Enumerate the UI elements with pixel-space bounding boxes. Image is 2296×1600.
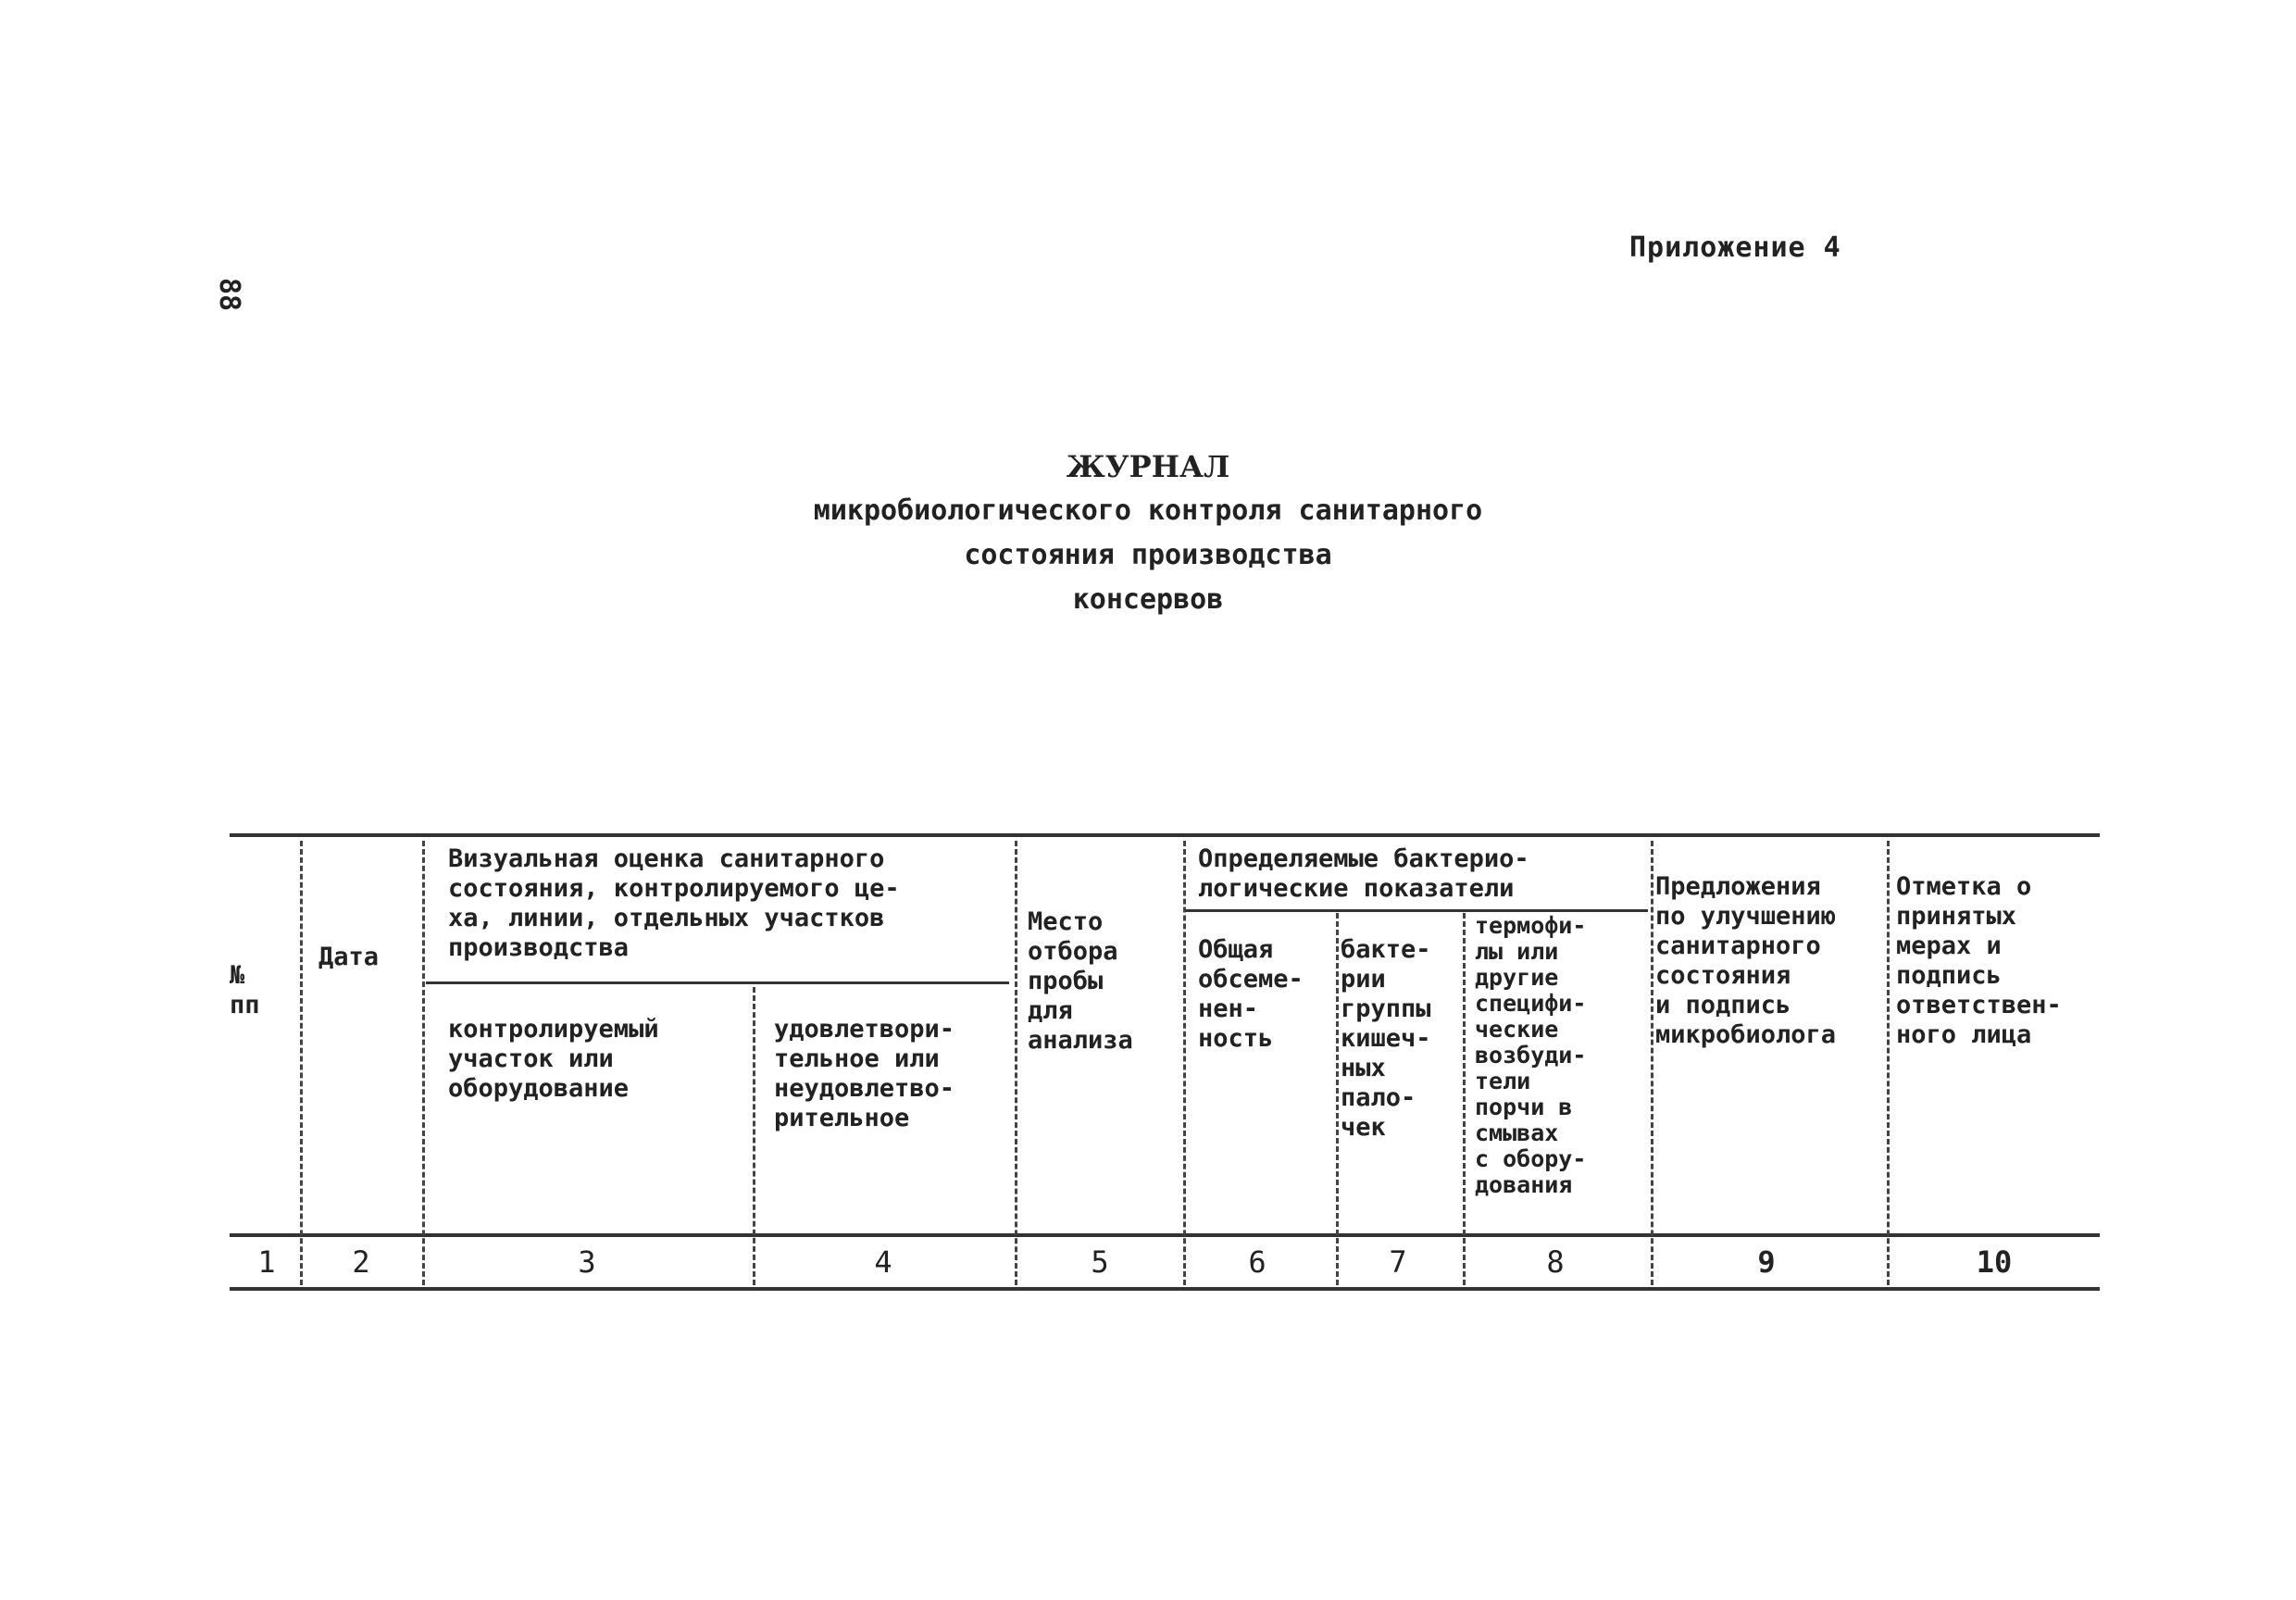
header-cell-visual-group: Визуальная оценка санитарного состояния, контролируемого це- ха, линии, отдельных участков производства <box>448 844 900 962</box>
header-cell-thermophiles: термофи- лы или другие специфи- ческие возбуди- тели порчи в смывах с обору- дования <box>1475 912 1587 1198</box>
column-number: 3 <box>578 1244 596 1280</box>
col-divider <box>422 841 425 1285</box>
header-cell-sampling-place: Место отбора пробы для анализа <box>1028 907 1133 1055</box>
col-divider <box>300 841 303 1285</box>
header-cell-coliform: бакте- рии группы кишеч- ных пало- чек <box>1341 935 1431 1142</box>
column-number: 4 <box>874 1244 892 1280</box>
column-number: 1 <box>257 1244 276 1280</box>
col-divider <box>1183 841 1186 1285</box>
column-number: 9 <box>1757 1244 1776 1280</box>
column-number: 8 <box>1546 1244 1565 1280</box>
col-divider <box>1015 841 1017 1285</box>
col-divider <box>753 987 755 1285</box>
table-top-rule <box>230 833 2100 837</box>
title-line-2: состояния производства <box>964 539 1332 571</box>
header-cell-bacterio-group: Определяемые бактерио- логические показатели <box>1198 844 1529 903</box>
header-cell-proposals: Предложения по улучшению санитарного состояния и подпись микробиолога <box>1655 872 1837 1049</box>
header-cell-assessment: удовлетвори- тельное или неудовлетво- рительное <box>774 1015 955 1132</box>
title-main: ЖУРНАЛ <box>1066 449 1230 484</box>
journal-title <box>648 444 1648 622</box>
page-number: 88 <box>213 278 245 312</box>
header-cell-measures: Отметка о принятых мерах и подпись ответствен- ного лица <box>1896 872 2062 1049</box>
column-number: 7 <box>1389 1244 1407 1280</box>
column-number: 2 <box>352 1244 370 1280</box>
header-cell-number: № пп <box>230 961 260 1019</box>
header-cell-date: Дата <box>318 943 380 971</box>
title-line-3: консервов <box>1072 583 1224 616</box>
col-divider <box>1651 841 1653 1285</box>
group-rule-visual <box>426 981 1009 984</box>
col-divider <box>1463 913 1466 1285</box>
col-divider <box>1887 841 1890 1285</box>
title-line-1: микробиологического контроля санитарного <box>813 494 1483 527</box>
col-divider <box>1336 913 1339 1285</box>
appendix-label: Приложение 4 <box>1629 231 1841 264</box>
table-bottom-rule <box>230 1287 2100 1291</box>
header-cell-total-contamination: Общая обсеме- нен- ность <box>1198 935 1304 1053</box>
journal-table <box>230 833 2100 1291</box>
column-number: 5 <box>1091 1244 1109 1280</box>
header-bottom-rule <box>230 1233 2100 1237</box>
column-number: 10 <box>1976 1244 2013 1280</box>
header-cell-controlled-area: контролируемый участок или оборудование <box>448 1015 659 1103</box>
column-number: 6 <box>1248 1244 1267 1280</box>
